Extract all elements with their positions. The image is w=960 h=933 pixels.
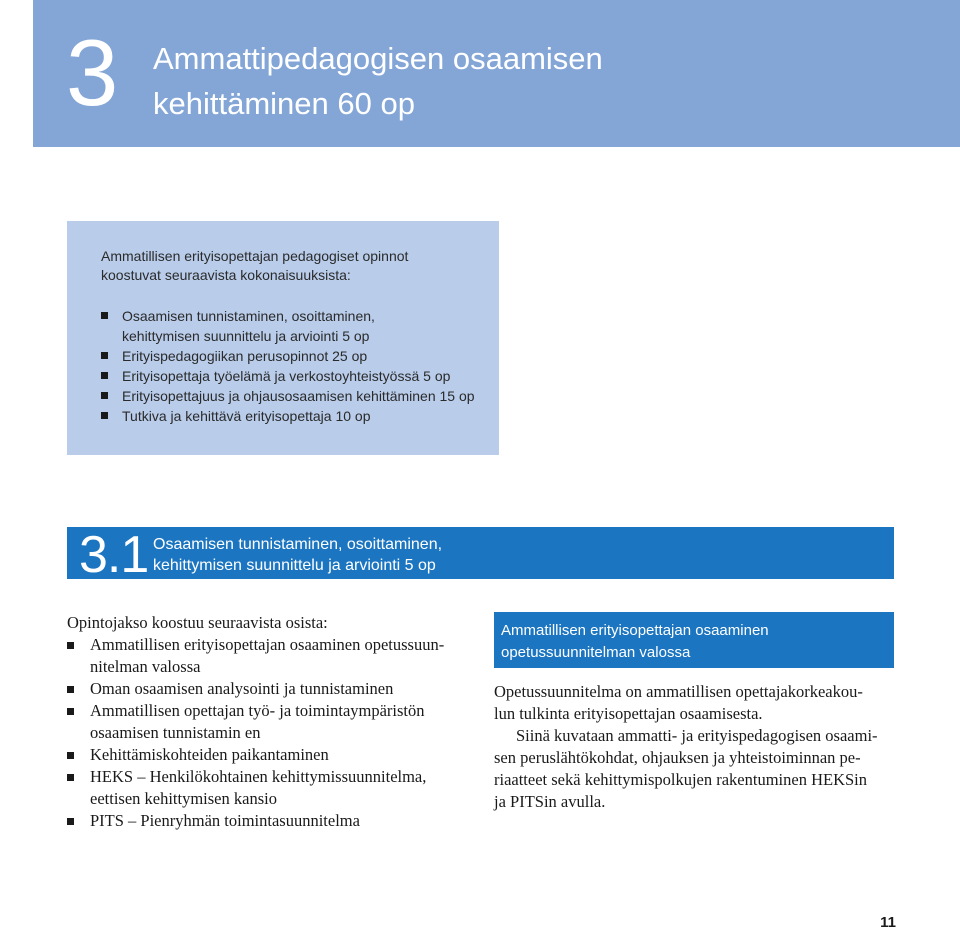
list-item-text: nitelman valossa [90, 657, 201, 676]
summary-item-text: Erityisopettajuus ja ohjausosaamisen kehittäminen 15 op [122, 388, 475, 404]
list-item [67, 766, 477, 810]
square-bullet-icon [67, 686, 74, 693]
paragraph-line: riaatteet sekä kehittymispolkujen rakentuminen HEKSin [494, 770, 867, 789]
square-bullet-icon [67, 708, 74, 715]
callout-heading [501, 620, 891, 664]
square-bullet-icon [101, 412, 108, 419]
list-item [67, 744, 477, 766]
summary-item-text: kehittymisen suunnittelu ja arviointi 5 op [122, 328, 370, 344]
list-item [67, 634, 477, 678]
chapter-number: 3 [66, 20, 117, 125]
summary-item [101, 386, 491, 406]
section-number: 3.1 [79, 526, 149, 584]
summary-item [101, 406, 491, 426]
square-bullet-icon [101, 372, 108, 379]
course-parts-list [67, 634, 477, 832]
chapter-title-line: Ammattipedagogisen osaamisen [153, 41, 603, 76]
paragraph [494, 725, 894, 813]
summary-item [101, 366, 491, 386]
summary-item-text: Erityispedagogiikan perusopinnot 25 op [122, 348, 368, 364]
square-bullet-icon [67, 642, 74, 649]
page-number: 11 [880, 914, 896, 931]
section-title-line: Osaamisen tunnistaminen, osoittaminen, [153, 536, 443, 553]
list-item [67, 700, 477, 744]
section-title [153, 534, 753, 576]
square-bullet-icon [101, 312, 108, 319]
square-bullet-icon [67, 818, 74, 825]
square-bullet-icon [101, 352, 108, 359]
summary-intro-line: koostuvat seuraavista kokonaisuuksista: [101, 267, 351, 283]
paragraph-line: lun tulkinta erityisopettajan osaamisesta. [494, 704, 763, 723]
paragraph-line: Siinä kuvataan ammatti- ja erityispedagogisen osaami- [516, 726, 878, 745]
paragraph-line: Opetussuunnitelma on ammatillisen opettajakorkeakou- [494, 682, 863, 701]
right-column [494, 681, 894, 813]
list-item-text: HEKS – Henkilökohtainen kehittymissuunnitelma, [90, 767, 427, 786]
summary-item-text: Erityisopettaja työelämä ja verkostoyhteistyössä 5 op [122, 368, 451, 384]
chapter-title-line: kehittäminen 60 op [153, 86, 415, 121]
list-item-text: osaamisen tunnistamin en [90, 723, 261, 742]
summary-list [101, 306, 491, 426]
left-intro: Opintojakso koostuu seuraavista osista: [67, 613, 328, 632]
summary-item [101, 306, 491, 346]
paragraph [494, 681, 894, 725]
list-item-text: Oman osaamisen analysointi ja tunnistaminen [90, 679, 394, 698]
list-item-text: eettisen kehittymisen kansio [90, 789, 277, 808]
paragraph-line: sen peruslähtökohdat, ohjauksen ja yhteistoiminnan pe- [494, 748, 861, 767]
left-column [67, 612, 477, 832]
list-item-text: Ammatillisen opettajan työ- ja toimintaympäristön [90, 701, 425, 720]
list-item-text: PITS – Pienryhmän toimintasuunnitelma [90, 811, 360, 830]
square-bullet-icon [67, 774, 74, 781]
summary-intro [101, 247, 481, 285]
summary-item-text: Tutkiva ja kehittävä erityisopettaja 10 op [122, 408, 371, 424]
summary-intro-line: Ammatillisen erityisopettajan pedagogiset opinnot [101, 248, 409, 264]
list-item [67, 678, 477, 700]
list-item [67, 810, 477, 832]
callout-heading-line: Ammatillisen erityisopettajan osaaminen [501, 622, 769, 639]
square-bullet-icon [101, 392, 108, 399]
summary-item [101, 346, 491, 366]
list-item-text: Ammatillisen erityisopettajan osaaminen opetussuun- [90, 635, 445, 654]
section-title-line: kehittymisen suunnittelu ja arviointi 5 op [153, 557, 436, 574]
summary-item-text: Osaamisen tunnistaminen, osoittaminen, [122, 308, 375, 324]
callout-heading-line: opetussuunnitelman valossa [501, 644, 691, 661]
chapter-title [153, 36, 913, 126]
paragraph-line: ja PITSin avulla. [494, 792, 606, 811]
square-bullet-icon [67, 752, 74, 759]
list-item-text: Kehittämiskohteiden paikantaminen [90, 745, 329, 764]
